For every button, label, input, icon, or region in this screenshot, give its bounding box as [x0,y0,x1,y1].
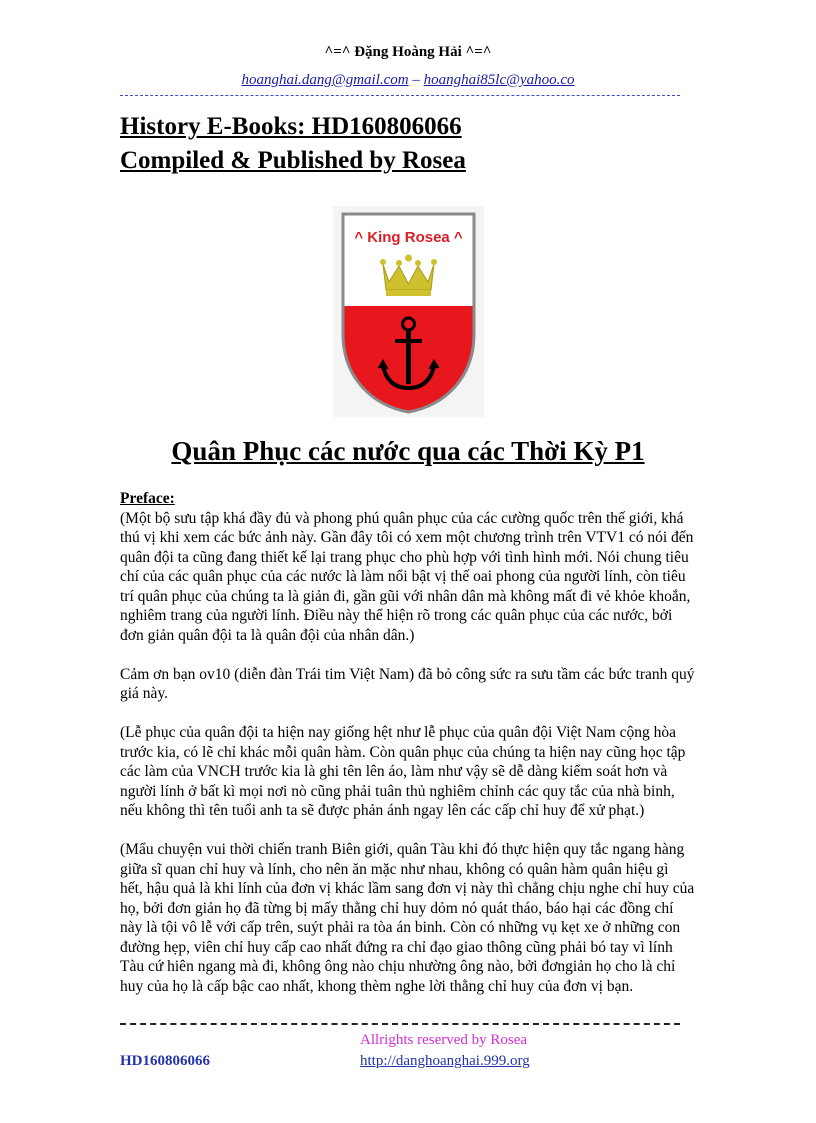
document-title: Quân Phục các nước qua các Thời Kỳ P1 [171,436,645,466]
email-link-gmail[interactable]: hoanghai.dang@gmail.com [241,72,409,88]
logo-shield [333,206,484,417]
logo-text: ^ King Rosea ^ [354,229,463,246]
ebook-title: History E-Books: HD160806066 [120,113,462,140]
preface-label: Preface: [120,490,175,507]
footer-divider [120,1023,680,1025]
paragraph: (Mẩu chuyện vui thời chiến tranh Biên giới, quân Tàu khi đó thực hiện quy tắc ngang hàng giữa sĩ quan chỉ huy và lính, cho nên ăn mặc như nhau, không có quân hàm quân hiệu gì hết, hậu quả là khi lính của đơn vị khác lầm sang đơn vị này thì chẳng chịu nghe chỉ huy của họ, bởi đơn giản họ đã từng bị mấy thằng chỉ huy dỏm nó quát tháo, báo hại các đồng chí này là tội vô lễ với cấp trên, suýt phải ra tòa án binh. Còn có những vụ kẹt xe ở những con đường hẹp, viên chỉ huy cấp cao nhất đứng ra chỉ đạo giao thông cũng phải bó tay vì lính Tàu cứ hiên ngang mà đi, không ông nào chịu nhường ông nào, bởi đơngiản họ cho là chỉ huy của họ là cấp bậc cao nhất, khong thèm nghe lời thằng chỉ huy của đơn vị bạn. [120,841,695,995]
paragraph: (Một bộ sưu tập khá đầy đủ và phong phú quân phục của các cường quốc trên thế giới, khá thú vị khi xem các bức ảnh này. Gần đây tôi có xem một chương trình trên VTV1 có nói đến quân đội ta cũng đang thiết kế lại trang phục cho phù hợp với tình hình mới. Nói chung tiêu chí của các quân phục của các nước là làm nổi bật vị thế oai phong của người lính, còn tiêu trí quân phục của chúng ta là giản đi, gần gũi với nhân dân mà không mất đi vẻ khỏe khoắn, nghiêm trang của người lính. Điều này thể hiện rõ trong các quân phục của các nước, bởi đơn giản quân đội ta là quân đội của nhân dân.) [120,509,694,644]
copyright-notice: Allrights reserved by Rosea [360,1032,528,1048]
email-separator: – [408,72,424,88]
paragraph: Cảm ơn bạn ov10 (diễn đàn Trái tim Việt Nam) đã bỏ công sức ra sưu tầm các bức tranh quý giá này. [120,665,695,702]
paragraph: (Lễ phục của quân đội ta hiện nay giống hệt như lễ phục của quân đội Việt Nam cộng hòa trước kia, có lẽ chỉ khác mỗi quân hàm. Còn quân phục của chúng ta hiện nay cũng học tập các làm của VNCH trước kia là ghi tên lên áo, làm như vậy sẽ dễ dàng kiểm soát hơn và người lính ở bất kì mọi nơi nò cũng phải tuân thủ nghiêm chỉnh các quy tắc của nhà binh, nếu không thì tên tuổi anh ta sẽ được phản ánh ngay lên các cấp chỉ huy để xử phạt.) [120,724,686,819]
king-rosea-logo [333,206,484,417]
footer-document-id: HD160806066 [120,1053,210,1069]
publisher-title: Compiled & Published by Rosea [120,147,466,174]
document-body [120,489,695,1016]
author-line: ^=^ Đặng Hoàng Hải ^=^ [324,44,492,60]
website-link[interactable]: http://danghoanghai.999.org [360,1053,530,1069]
author-emails [0,72,816,89]
header-divider [120,95,680,96]
email-link-yahoo[interactable]: hoanghai85lc@yahoo.co [423,72,575,88]
